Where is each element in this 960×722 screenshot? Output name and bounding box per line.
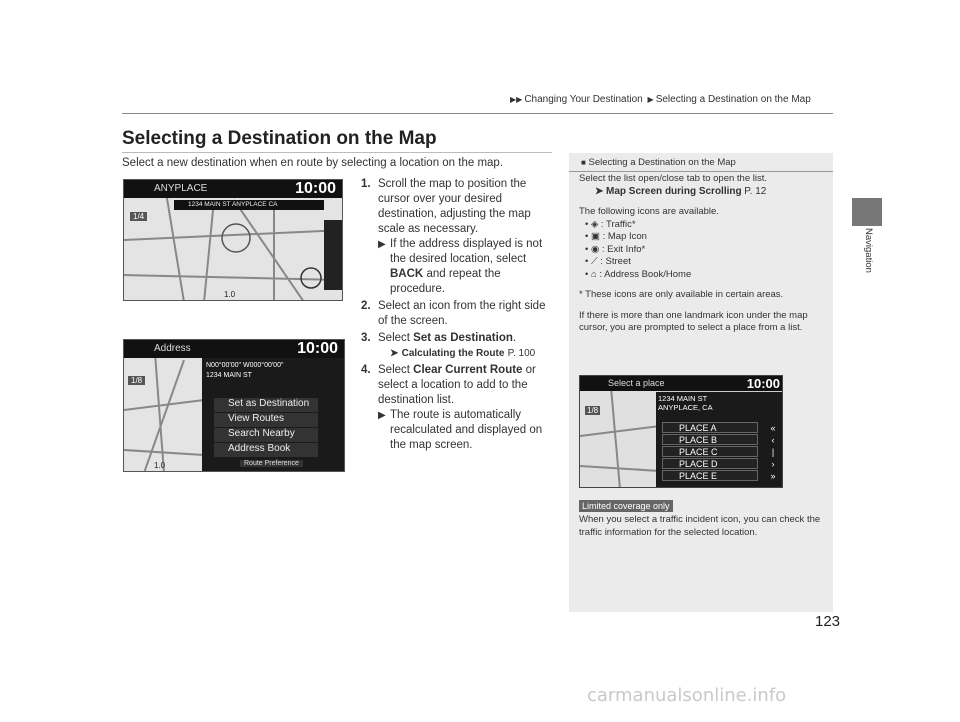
step-number: 1.: [361, 178, 371, 190]
icon-desc: : Street: [600, 256, 631, 267]
icon-desc: : Exit Info*: [601, 243, 646, 255]
bottom-scale: 1.0: [224, 290, 236, 299]
breadcrumb: [508, 94, 811, 105]
note-body: [579, 173, 829, 343]
intro-text: Select a new destination when en route by selecting a location on the map.: [122, 157, 504, 169]
screen-title: ANYPLACE: [154, 183, 208, 194]
step-2: [361, 299, 556, 329]
step-text: Select: [378, 364, 410, 376]
breadcrumb-arrow-icon: ▶▶: [510, 95, 523, 104]
note-heading-text: Selecting a Destination on the Map: [588, 157, 736, 168]
exit-info-icon-item: • ◉ : Exit Info*: [585, 243, 646, 255]
arrow-icon: ▶: [378, 410, 386, 421]
screen-title: Select a place: [608, 378, 665, 388]
place-option[interactable]: PLACE D: [662, 458, 758, 469]
address-text: 1234 MAIN ST ANYPLACE CA: [188, 201, 278, 208]
page-title: Selecting a Destination on the Map: [122, 128, 437, 149]
bottom-scale: 1.0: [154, 461, 166, 470]
note-marker-icon: ■: [581, 158, 586, 167]
back-label: BACK: [390, 268, 424, 280]
screen-title-bar: [124, 340, 344, 358]
page-number: 123: [815, 613, 841, 630]
address-book-icon-item: • ⌂ : Address Book/Home: [585, 268, 692, 280]
arrow-icon: ▶: [378, 239, 386, 250]
step-4: [361, 363, 556, 453]
map-icon-item: • ▣ : Map Icon: [585, 231, 647, 242]
substep-text: If the address displayed is not the desired location, select: [390, 238, 543, 265]
set-as-destination-label: Set as Destination: [413, 332, 513, 344]
substep: [378, 237, 556, 297]
title-rule: [122, 152, 552, 153]
note-heading: [569, 157, 736, 168]
step-number: 2.: [361, 300, 371, 312]
reference-link[interactable]: Map Screen during Scrolling: [606, 185, 742, 197]
screen-title: Address: [154, 343, 191, 354]
screen-title-bar: [124, 180, 342, 198]
place-option[interactable]: PLACE B: [662, 434, 758, 445]
step-number: 4.: [361, 364, 371, 376]
section-tab: [852, 198, 882, 226]
breadcrumb-arrow-icon: ▶: [647, 95, 654, 104]
step-3: 3. Select Set as Destination. ➤ Calculating the Route P. 100: [366, 331, 556, 361]
clock: 10:00: [746, 376, 780, 391]
icon-desc: : Address Book/Home: [599, 268, 692, 280]
reference-arrow-icon: ➤: [595, 185, 604, 197]
note-heading-rule: [569, 171, 833, 172]
address-screenshot: [123, 339, 345, 472]
screen-title-bar: [580, 376, 783, 391]
street-name: 1234 MAIN ST: [206, 372, 252, 379]
note-paragraph: If there is more than one landmark icon under the map cursor, you are prompted to select a place from a list.: [579, 309, 808, 333]
location-menu: [202, 358, 345, 472]
map-screenshot: [123, 179, 343, 301]
step-text: Scroll the map to position the cursor over your desired destination, adjusting the map scale as necessary.: [378, 178, 531, 235]
reference-page: P. 12: [744, 185, 767, 197]
note-paragraph: [579, 206, 829, 281]
clear-current-route-label: Clear Current Route: [413, 364, 523, 376]
coordinates: N00°00'00" W000°00'00": [206, 362, 284, 369]
substep-text: and repeat the procedure.: [390, 268, 501, 295]
footnote: * These icons are only available in certain areas.: [579, 289, 784, 300]
step-text: Select: [378, 332, 410, 344]
reference-link[interactable]: Calculating the Route: [401, 348, 505, 359]
view-routes-button[interactable]: View Routes: [214, 413, 318, 427]
watermark: carmanualsonline.info: [587, 685, 787, 706]
note-text: Select the list open/close tab to open the list.: [579, 173, 768, 184]
note-text: The following icons are available.: [579, 206, 719, 217]
clock: 10:00: [295, 180, 336, 197]
step-text: or select a location to add to the destination list.: [378, 364, 536, 406]
select-place-screenshot: [579, 375, 783, 488]
place-city: ANYPLACE, CA: [658, 403, 713, 412]
map-scale: 1/8: [128, 376, 145, 385]
section-label: Navigation: [863, 228, 874, 273]
step-1: [361, 177, 556, 297]
breadcrumb-item: Changing Your Destination: [524, 94, 643, 105]
map-scale: 1/4: [130, 212, 147, 221]
icon-desc: : Traffic*: [600, 218, 636, 230]
substep-text: The route is automatically recalculated and displayed on the map screen.: [390, 409, 543, 451]
header-rule: [122, 113, 833, 114]
reference-page: P. 100: [507, 348, 536, 359]
scroll-buttons[interactable]: « ‹ | › »: [770, 423, 776, 481]
place-option[interactable]: PLACE C: [662, 446, 758, 457]
steps-list: [361, 177, 556, 455]
place-address: 1234 MAIN ST: [658, 394, 708, 403]
limited-coverage-badge: Limited coverage only: [579, 500, 673, 512]
cross-reference: [378, 346, 556, 361]
note-paragraph: When you select a traffic incident icon, you can check the traffic information for the selected location.: [579, 514, 821, 538]
traffic-icon-item: • ◈ : Traffic*: [585, 218, 636, 230]
step-number: 3.: [361, 332, 371, 344]
step-text: Select an icon from the right side of the screen.: [378, 300, 546, 327]
map-roads-graphic: [124, 180, 343, 301]
clock: 10:00: [297, 340, 338, 357]
reference-arrow-icon: ➤: [390, 348, 399, 359]
place-option[interactable]: PLACE E: [662, 470, 758, 481]
place-option[interactable]: PLACE A: [662, 422, 758, 433]
address-bar: [174, 200, 324, 210]
address-book-button[interactable]: Address Book: [214, 443, 318, 457]
street-icon-item: • ⟋ : Street: [585, 256, 631, 267]
breadcrumb-item: Selecting a Destination on the Map: [655, 94, 811, 105]
route-preference-button[interactable]: Route Preference: [240, 460, 303, 467]
set-as-destination-button[interactable]: Set as Destination: [214, 398, 318, 412]
icon-desc: : Map Icon: [602, 231, 647, 242]
search-nearby-button[interactable]: Search Nearby: [214, 428, 318, 442]
note-paragraph: [579, 173, 829, 198]
substep: [378, 408, 556, 453]
map-scale: 1/8: [587, 406, 599, 415]
